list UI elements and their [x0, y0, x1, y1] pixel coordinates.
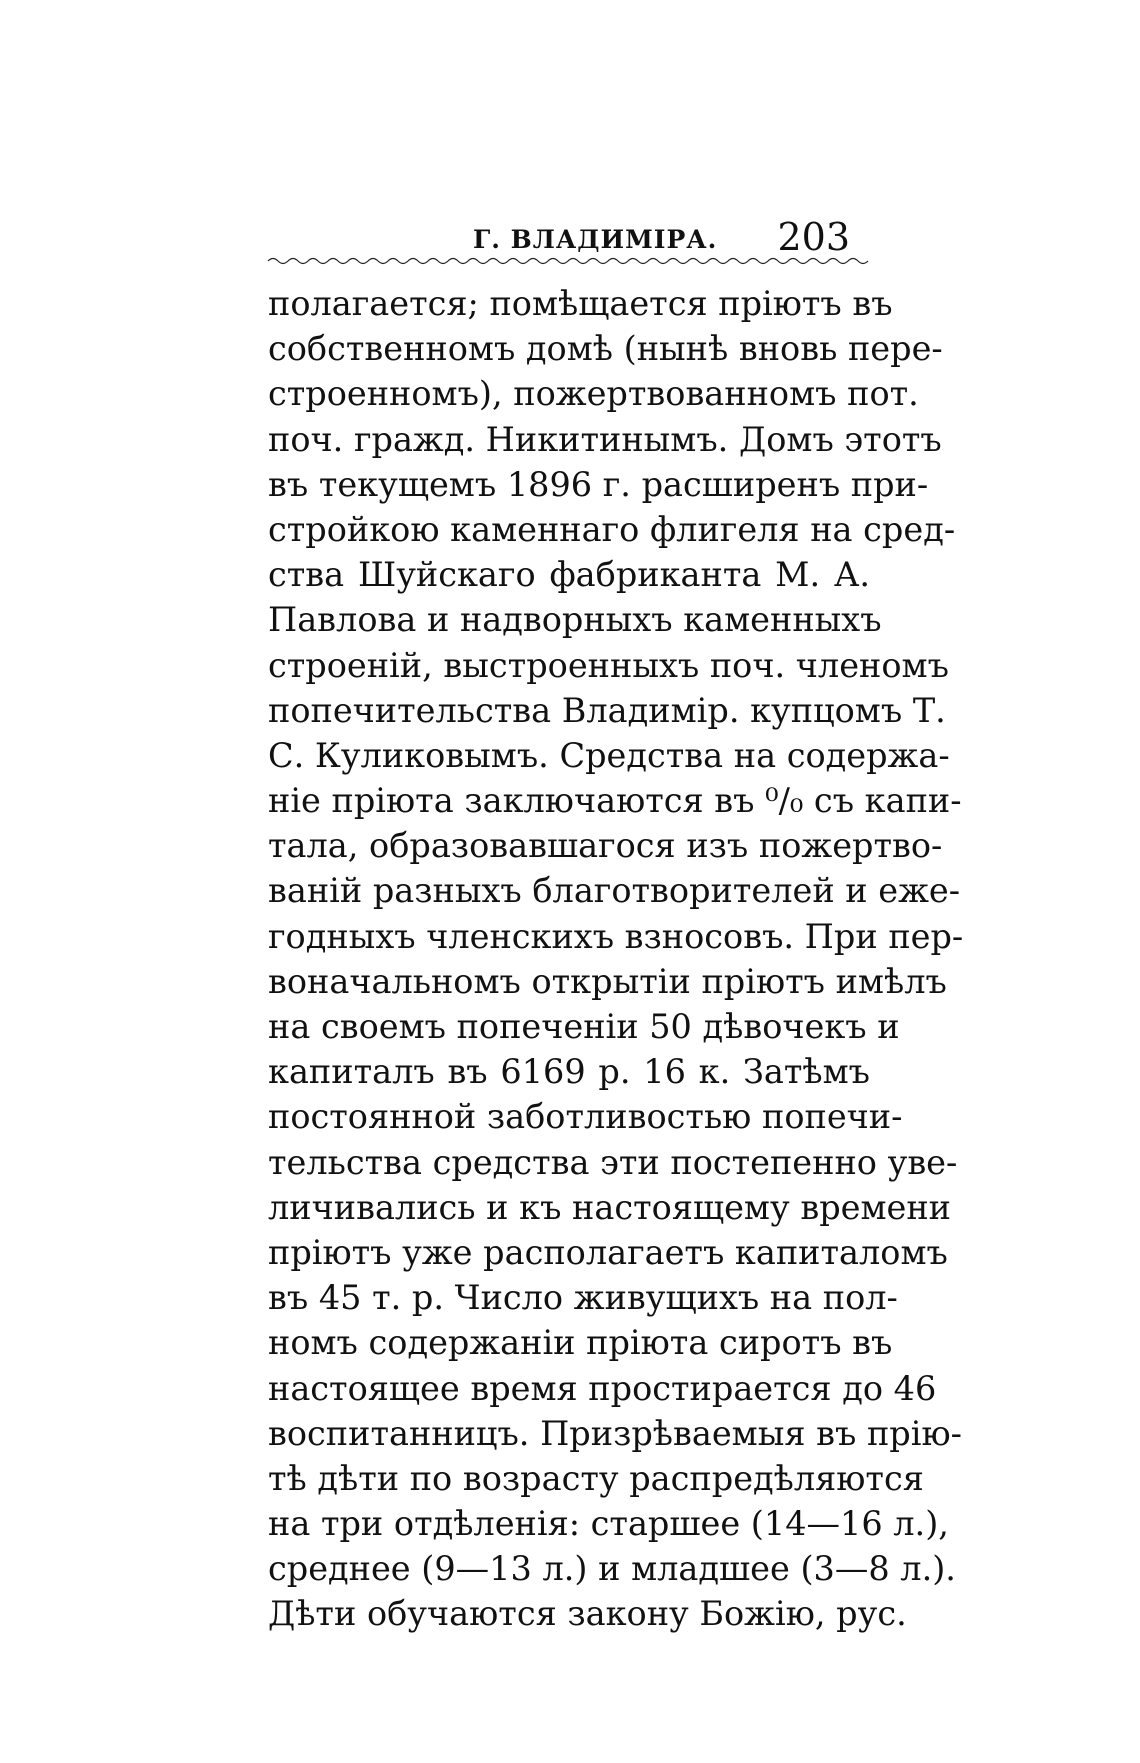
text-line: стройкою каменнаго флигеля на сред- — [268, 509, 956, 549]
text-line: ніе пріюта заключаются въ ⁰/₀ съ капи- — [268, 781, 962, 821]
text-line: на своемъ попеченіи 50 дѣвочекъ и — [268, 1007, 900, 1046]
text-line: настоящее время простирается до 46 — [268, 1368, 937, 1408]
text-line: тѣ дѣти по возрасту распредѣляются — [268, 1458, 924, 1498]
text-line: поч. гражд. Никитинымъ. Домъ этотъ — [268, 419, 942, 459]
text-line: въ 45 т. р. Число живущихъ на пол- — [268, 1278, 898, 1318]
body-text — [268, 281, 964, 1637]
text-line: личивались и къ настоящему времени — [268, 1187, 952, 1227]
text-line: Дѣти обучаются закону Божію, рус. — [268, 1594, 907, 1634]
text-line: полагается; помѣщается пріютъ въ — [268, 284, 893, 323]
book-page — [268, 215, 964, 1637]
text-line: С. Куликовымъ. Средства на содержа- — [268, 735, 950, 775]
text-line: въ текущемъ 1896 г. расширенъ при- — [268, 464, 929, 504]
page-header — [268, 215, 870, 261]
text-line: воначальномъ открытіи пріютъ имѣлъ — [268, 961, 947, 1001]
text-line: номъ содержаніи пріюта сиротъ въ — [268, 1323, 893, 1363]
text-line: Павлова и надворныхъ каменныхъ — [268, 600, 882, 640]
text-line: тельства средства эти постепенно уве- — [268, 1142, 958, 1182]
text-line: строеній, выстроенныхъ поч. членомъ — [268, 645, 949, 685]
text-line: годныхъ членскихъ взносовъ. При пер- — [268, 916, 964, 956]
wavy-rule-divider — [268, 256, 870, 266]
text-line: среднее (9—13 л.) и младшее (3—8 л.). — [268, 1549, 956, 1589]
text-line: ваній разныхъ благотворителей и еже- — [268, 871, 961, 911]
text-line: постоянной заботливостью попечи- — [268, 1097, 903, 1137]
running-title: Г. ВЛАДИМІРА. — [473, 225, 718, 254]
text-line: воспитанницъ. Призрѣваемыя въ прію- — [268, 1413, 962, 1453]
text-line: пріютъ уже располагаетъ капиталомъ — [268, 1232, 948, 1272]
text-line: на три отдѣленія: старшее (14—16 л.), — [268, 1504, 949, 1544]
text-line: попечительства Владимір. купцомъ Т. — [268, 690, 946, 730]
text-line: тала, образовавшагося изъ пожертво- — [268, 826, 943, 866]
text-line: ства Шуйскаго фабриканта М. А. — [268, 555, 870, 595]
text-line: капиталъ въ 6169 р. 16 к. Затѣмъ — [268, 1052, 870, 1092]
text-line: строенномъ), пожертвованномъ пот. — [268, 374, 919, 414]
page-number: 203 — [777, 215, 850, 259]
text-line: собственномъ домѣ (нынѣ вновь пере- — [268, 329, 943, 369]
